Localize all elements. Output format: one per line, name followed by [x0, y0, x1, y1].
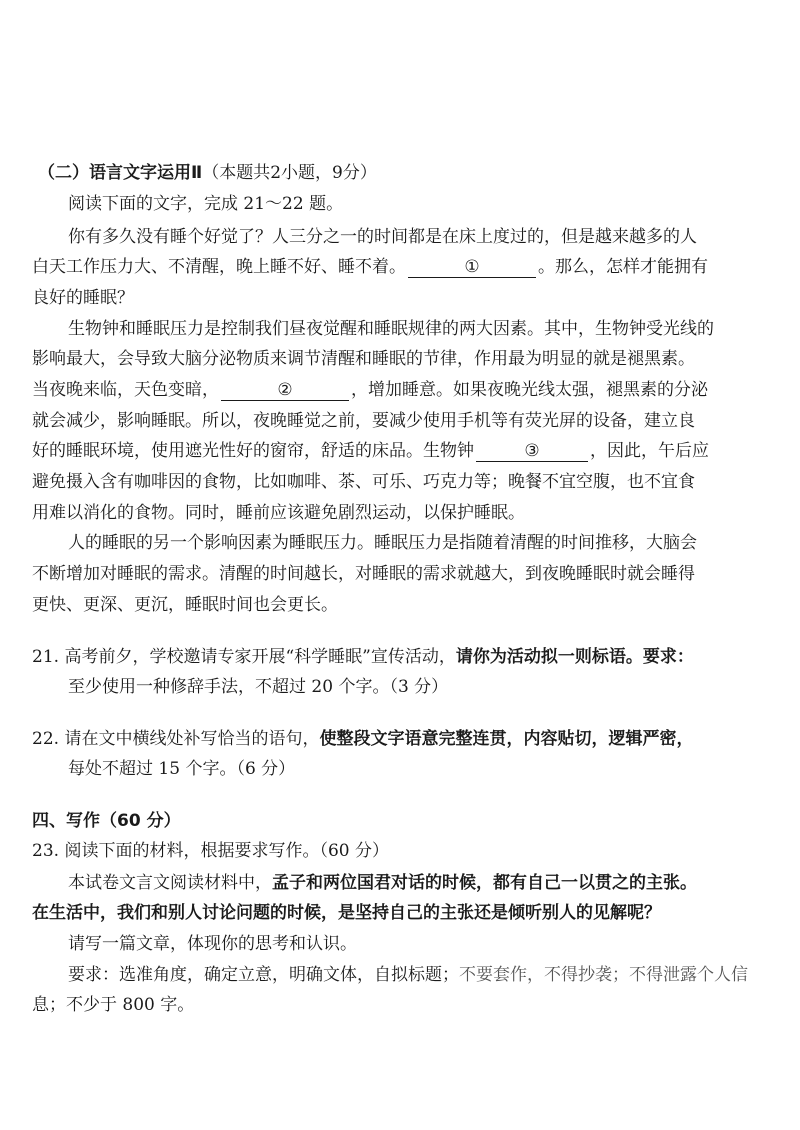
requirement-line: 息；不少于 800 字。 — [32, 995, 195, 1015]
question-number: 22. — [32, 729, 60, 749]
section-score-note: （本题共2小题，9分） — [202, 163, 377, 183]
passage-line: 好的睡眠环境，使用遮光性好的窗帘，舒适的床品。生物钟 ③ ，因此，午后应 — [32, 441, 709, 461]
blank-1: ① — [408, 257, 536, 278]
question-number: 23. — [32, 841, 60, 861]
question-number: 21. — [32, 647, 60, 667]
question-22-line-2: 每处不超过 15 个字。（6 分） — [68, 759, 296, 779]
passage-line: 用难以消化的食物。同时，睡前应该避免剧烈运动，以保护睡眠。 — [32, 503, 525, 523]
blank-3: ③ — [476, 441, 588, 462]
section-heading — [38, 162, 377, 184]
material-line: 请写一篇文章，体现你的思考和认识。 — [68, 934, 357, 954]
blank-2: ② — [221, 380, 349, 401]
material-line: 在生活中，我们和别人讨论问题的时候，是坚持自己的主张还是倾听别人的见解呢？ — [32, 903, 661, 923]
passage-line: 良好的睡眠？ — [32, 288, 134, 308]
passage-line: 更快、更深、更沉，睡眠时间也会更长。 — [32, 595, 338, 615]
passage-line: 避免摄入含有咖啡因的食物，比如咖啡、茶、可乐、巧克力等；晚餐不宜空腹，也不宜食 — [32, 472, 695, 492]
passage-line: 白天工作压力大、不清醒，晚上睡不好、睡不着。 ① 。那么，怎样才能拥有 — [32, 257, 708, 277]
passage-line: 你有多久没有睡个好觉了？人三分之一的时间都是在床上度过的，但是越来越多的人 — [68, 227, 697, 247]
question-21: 21. 高考前夕，学校邀请专家开展“科学睡眠”宣传活动，请你为活动拟一则标语。要求： — [32, 647, 694, 667]
question-23: 23. 阅读下面的材料，根据要求写作。（60 分） — [32, 841, 389, 861]
passage-line: 当夜晚来临，天色变暗， ② ，增加睡意。如果夜晚光线太强，褪黑素的分泌 — [32, 380, 708, 400]
requirement-line: 要求：选准角度，确定立意，明确文体，自拟标题；不要套作，不得抄袭；不得泄露个人信 — [68, 965, 748, 985]
passage-line: 不断增加对睡眠的需求。清醒的时间越长，对睡眠的需求就越大，到夜晚睡眠时就会睡得 — [32, 564, 695, 584]
passage-line: 生物钟和睡眠压力是控制我们昼夜觉醒和睡眠规律的两大因素。其中，生物钟受光线的 — [68, 319, 714, 339]
passage-line: 影响最大，会导致大脑分泌物质来调节清醒和睡眠的节律，作用最为明显的就是褪黑素。 — [32, 349, 695, 369]
section-title: （二）语言文字运用Ⅱ — [38, 163, 203, 183]
writing-section-heading: 四、写作（60 分） — [32, 811, 181, 831]
reading-instruction: 阅读下面的文字，完成 21～22 题。 — [68, 194, 344, 214]
passage-line: 人的睡眠的另一个影响因素为睡眠压力。睡眠压力是指随着清醒的时间推移，大脑会 — [68, 533, 697, 553]
material-line: 本试卷文言文阅读材料中，孟子和两位国君对话的时候，都有自己一以贯之的主张。 — [68, 873, 697, 893]
question-21-line-2: 至少使用一种修辞手法，不超过 20 个字。（3 分） — [68, 677, 449, 697]
question-22: 22. 请在文中横线处补写恰当的语句，使整段文字语意完整连贯，内容贴切，逻辑严密， — [32, 729, 694, 749]
passage-line: 就会减少，影响睡眠。所以，夜晚睡觉之前，要减少使用手机等有荧光屏的设备，建立良 — [32, 411, 695, 431]
